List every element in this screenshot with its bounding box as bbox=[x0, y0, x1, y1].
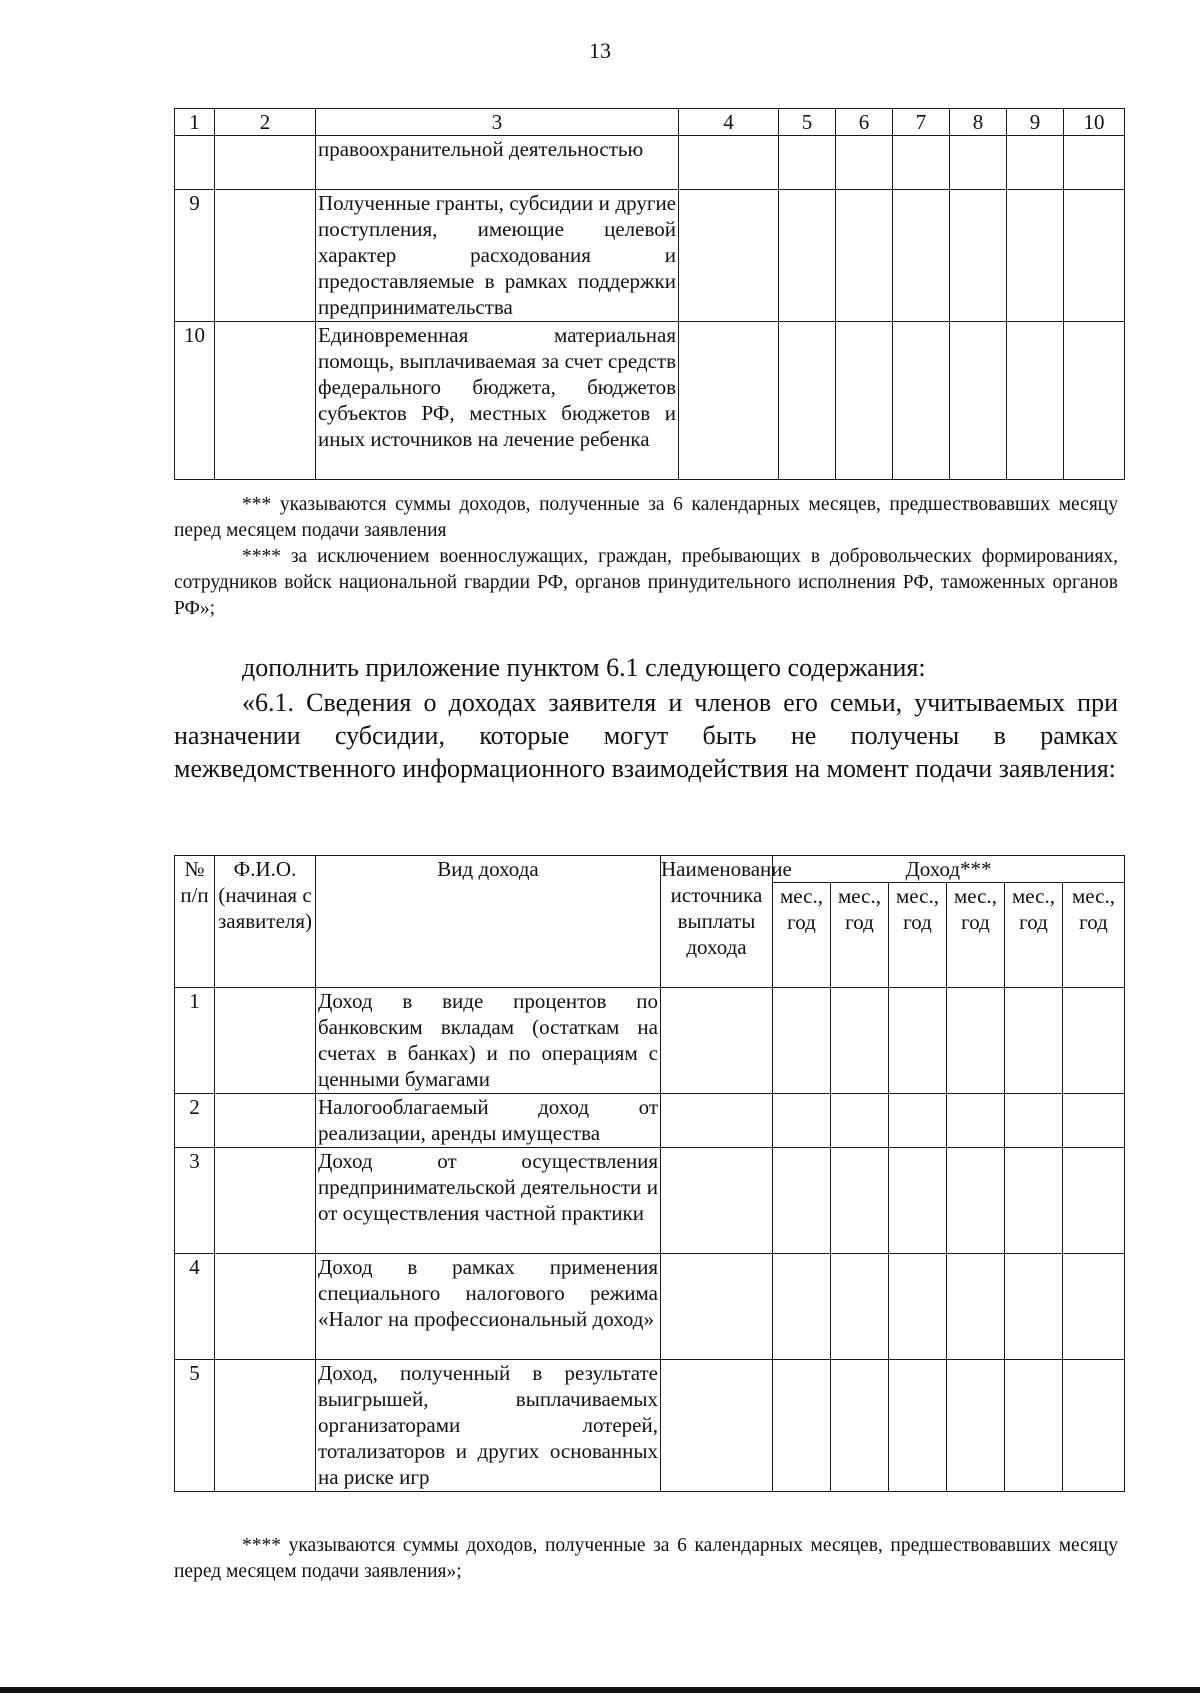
empty-cell bbox=[215, 1094, 316, 1148]
empty-cell bbox=[679, 136, 779, 190]
table-row bbox=[175, 1360, 1125, 1492]
empty-cell bbox=[947, 1360, 1005, 1492]
row-number: 1 bbox=[175, 988, 215, 1094]
empty-cell bbox=[1063, 1148, 1125, 1254]
empty-cell bbox=[773, 1094, 831, 1148]
empty-cell bbox=[836, 322, 893, 480]
table1-header-cell: 2 bbox=[215, 109, 316, 136]
table1-header-row bbox=[175, 109, 1125, 136]
empty-cell bbox=[1005, 1148, 1063, 1254]
empty-cell bbox=[661, 1094, 773, 1148]
empty-cell bbox=[779, 322, 836, 480]
table1-header-cell: 8 bbox=[950, 109, 1007, 136]
empty-cell bbox=[831, 1254, 889, 1360]
empty-cell bbox=[1005, 1254, 1063, 1360]
income-type-cell: Доход от осуществления предпринимательской деятельности и от осуществления частной практики bbox=[316, 1148, 661, 1254]
empty-cell bbox=[215, 1360, 316, 1492]
row-number: 9 bbox=[175, 190, 215, 322]
table1-header-cell: 6 bbox=[836, 109, 893, 136]
empty-cell bbox=[779, 190, 836, 322]
empty-cell bbox=[779, 136, 836, 190]
table-row bbox=[175, 1094, 1125, 1148]
table-row bbox=[175, 1148, 1125, 1254]
empty-cell bbox=[1063, 988, 1125, 1094]
column-header-source: Наименование источника выплаты дохода bbox=[661, 856, 773, 988]
empty-cell bbox=[661, 1360, 773, 1492]
empty-cell bbox=[215, 190, 316, 322]
empty-cell bbox=[831, 988, 889, 1094]
empty-cell bbox=[836, 190, 893, 322]
empty-cell bbox=[661, 988, 773, 1094]
empty-cell bbox=[950, 136, 1007, 190]
empty-cell bbox=[831, 1094, 889, 1148]
empty-cell bbox=[889, 1254, 947, 1360]
income-type-cell: правоохранительной деятельностью bbox=[316, 136, 679, 190]
footnote-three-stars: *** указываются суммы доходов, полученные за 6 календарных месяцев, предшествовавших месяцу перед месяцем подачи заявления bbox=[174, 494, 1118, 541]
empty-cell bbox=[1063, 1094, 1125, 1148]
empty-cell bbox=[950, 190, 1007, 322]
empty-cell bbox=[773, 1360, 831, 1492]
column-header-number: № п/п bbox=[175, 856, 215, 988]
empty-cell bbox=[215, 1148, 316, 1254]
table1-header-cell: 7 bbox=[893, 109, 950, 136]
column-header-month: мес., год bbox=[947, 883, 1005, 988]
empty-cell bbox=[893, 322, 950, 480]
table-row bbox=[175, 322, 1125, 480]
empty-cell bbox=[773, 1254, 831, 1360]
empty-cell bbox=[679, 322, 779, 480]
empty-cell bbox=[679, 190, 779, 322]
empty-cell bbox=[1063, 1254, 1125, 1360]
table-row bbox=[175, 1254, 1125, 1360]
empty-cell bbox=[1064, 190, 1125, 322]
table-row bbox=[175, 190, 1125, 322]
empty-cell bbox=[1005, 1360, 1063, 1492]
table1-header-cell: 9 bbox=[1007, 109, 1064, 136]
empty-cell bbox=[889, 1094, 947, 1148]
column-header-income: Доход*** bbox=[773, 856, 1125, 883]
column-header-month: мес., год bbox=[889, 883, 947, 988]
row-number: 4 bbox=[175, 1254, 215, 1360]
table-row bbox=[175, 136, 1125, 190]
income-type-cell: Доход в рамках применения специального налогового режима «Налог на профессиональный доход» bbox=[316, 1254, 661, 1360]
table-row bbox=[175, 988, 1125, 1094]
empty-cell bbox=[889, 988, 947, 1094]
empty-cell bbox=[947, 1094, 1005, 1148]
row-number: 5 bbox=[175, 1360, 215, 1492]
column-header-month: мес., год bbox=[1005, 883, 1063, 988]
income-table-continued bbox=[174, 108, 1125, 480]
footnote-four-stars-end: **** указываются суммы доходов, полученные за 6 календарных месяцев, предшествовавших месяцу перед месяцем подачи заявления»; bbox=[174, 1535, 1118, 1582]
income-type-cell: Полученные гранты, субсидии и другие поступления, имеющие целевой характер расходования и предоставляемые в рамках поддержки предпринимательства bbox=[316, 190, 679, 322]
section-6-1-heading: «6.1. Сведения о доходах заявителя и членов его семьи, учитываемых при назначении субсидии, которые могут быть не получены в рамках межведомственного информационного взаимодействия на момент подачи заявления: bbox=[174, 688, 1118, 783]
column-header-fio: Ф.И.О. (начиная с заявителя) bbox=[215, 856, 316, 988]
empty-cell bbox=[893, 136, 950, 190]
empty-cell bbox=[773, 988, 831, 1094]
table1-header-cell: 10 bbox=[1064, 109, 1125, 136]
row-number bbox=[175, 136, 215, 190]
row-number: 2 bbox=[175, 1094, 215, 1148]
empty-cell bbox=[1007, 190, 1064, 322]
column-header-month: мес., год bbox=[831, 883, 889, 988]
empty-cell bbox=[1063, 1360, 1125, 1492]
income-type-cell: Налогооблагаемый доход от реализации, аренды имущества bbox=[316, 1094, 661, 1148]
empty-cell bbox=[947, 988, 1005, 1094]
table1-header-cell: 1 bbox=[175, 109, 215, 136]
footnote-four-stars: **** за исключением военнослужащих, граждан, пребывающих в добровольческих формированиях, сотрудников войск национальной гвардии РФ, органов принудительного исполнения РФ, таможенных органов РФ»; bbox=[174, 546, 1118, 619]
scan-edge-bar bbox=[0, 1687, 1200, 1693]
empty-cell bbox=[215, 988, 316, 1094]
row-number: 3 bbox=[175, 1148, 215, 1254]
empty-cell bbox=[831, 1148, 889, 1254]
table2-header-row bbox=[175, 856, 1125, 883]
empty-cell bbox=[950, 322, 1007, 480]
row-number: 10 bbox=[175, 322, 215, 480]
empty-cell bbox=[1005, 1094, 1063, 1148]
empty-cell bbox=[215, 1254, 316, 1360]
empty-cell bbox=[1005, 988, 1063, 1094]
empty-cell bbox=[661, 1254, 773, 1360]
page-number: 13 bbox=[589, 38, 611, 63]
empty-cell bbox=[215, 136, 316, 190]
empty-cell bbox=[947, 1148, 1005, 1254]
empty-cell bbox=[889, 1148, 947, 1254]
table1-header-cell: 3 bbox=[316, 109, 679, 136]
income-type-cell: Доход, полученный в результате выигрышей, выплачиваемых организаторами лотерей, тотализаторов и других основанных на риске игр bbox=[316, 1360, 661, 1492]
empty-cell bbox=[889, 1360, 947, 1492]
empty-cell bbox=[1007, 136, 1064, 190]
column-header-month: мес., год bbox=[1063, 883, 1125, 988]
empty-cell bbox=[661, 1148, 773, 1254]
empty-cell bbox=[1064, 136, 1125, 190]
empty-cell bbox=[831, 1360, 889, 1492]
empty-cell bbox=[215, 322, 316, 480]
column-header-income-type: Вид дохода bbox=[316, 856, 661, 988]
empty-cell bbox=[836, 136, 893, 190]
table1-header-cell: 5 bbox=[779, 109, 836, 136]
column-header-month: мес., год bbox=[773, 883, 831, 988]
empty-cell bbox=[947, 1254, 1005, 1360]
empty-cell bbox=[893, 190, 950, 322]
income-table-6-1 bbox=[174, 855, 1125, 1492]
empty-cell bbox=[773, 1148, 831, 1254]
income-type-cell: Единовременная материальная помощь, выплачиваемая за счет средств федерального бюджета, бюджетов субъектов РФ, местных бюджетов и иных источников на лечение ребенка bbox=[316, 322, 679, 480]
table1-header-cell: 4 bbox=[679, 109, 779, 136]
empty-cell bbox=[1007, 322, 1064, 480]
empty-cell bbox=[1064, 322, 1125, 480]
income-type-cell: Доход в виде процентов по банковским вкладам (остаткам на счетах в банках) и по операциям с ценными бумагами bbox=[316, 988, 661, 1094]
amendment-paragraph: дополнить приложение пунктом 6.1 следующего содержания: bbox=[242, 653, 926, 682]
